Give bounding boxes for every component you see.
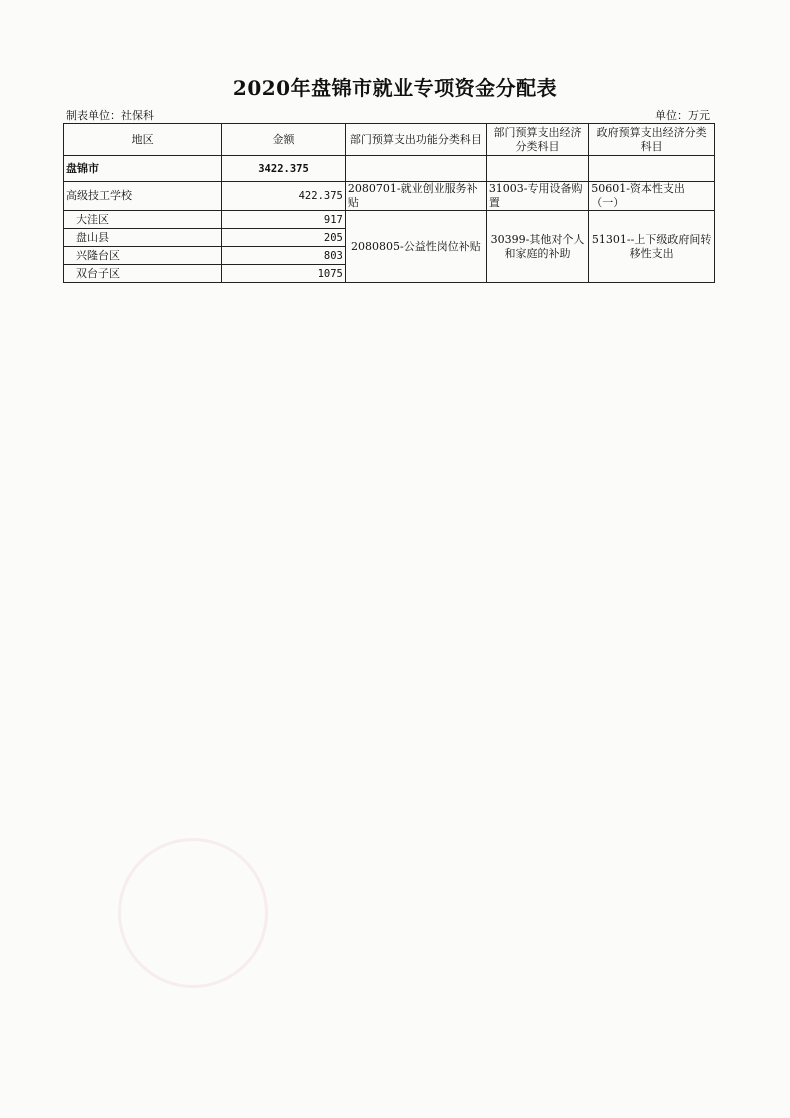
table-header-row xyxy=(64,124,715,156)
district-amount: 205 xyxy=(222,229,346,247)
school-amount: 422.375 xyxy=(222,182,346,211)
district-amount: 917 xyxy=(222,211,346,229)
table-row-school xyxy=(64,182,715,211)
header-dept-function: 部门预算支出功能分类科目 xyxy=(345,124,486,156)
page-title: 2020年盘锦市就业专项资金分配表 xyxy=(232,76,558,100)
district-amount: 1075 xyxy=(222,265,346,283)
district-amount: 803 xyxy=(222,247,346,265)
district-region: 盘山县 xyxy=(64,229,222,247)
city-func-cell xyxy=(345,156,486,182)
unit-label: 单位：万元 xyxy=(655,109,710,122)
school-func: 2080701-就业创业服务补贴 xyxy=(345,182,486,211)
table-row-city xyxy=(64,156,715,182)
header-gov-economic: 政府预算支出经济分类科目 xyxy=(589,124,715,156)
city-region: 盘锦市 xyxy=(64,156,222,182)
city-econ-cell xyxy=(486,156,588,182)
faded-seal xyxy=(118,838,268,988)
header-amount: 金额 xyxy=(222,124,346,156)
table-row-district xyxy=(64,211,715,229)
city-amount: 3422.375 xyxy=(222,156,346,182)
school-gov: 50601-资本性支出（一） xyxy=(589,182,715,211)
header-dept-economic: 部门预算支出经济分类科目 xyxy=(486,124,588,156)
city-gov-cell xyxy=(589,156,715,182)
district-region: 大洼区 xyxy=(64,211,222,229)
allocation-table xyxy=(63,123,715,283)
district-region: 双台子区 xyxy=(64,265,222,283)
district-func: 2080805-公益性岗位补贴 xyxy=(345,211,486,283)
preparing-unit: 制表单位：社保科 xyxy=(66,109,154,122)
header-region: 地区 xyxy=(64,124,222,156)
school-econ: 31003-专用设备购置 xyxy=(486,182,588,211)
school-region: 高级技工学校 xyxy=(64,182,222,211)
district-gov: 51301--上下级政府间转移性支出 xyxy=(589,211,715,283)
district-econ: 30399-其他对个人和家庭的补助 xyxy=(486,211,588,283)
district-region: 兴隆台区 xyxy=(64,247,222,265)
